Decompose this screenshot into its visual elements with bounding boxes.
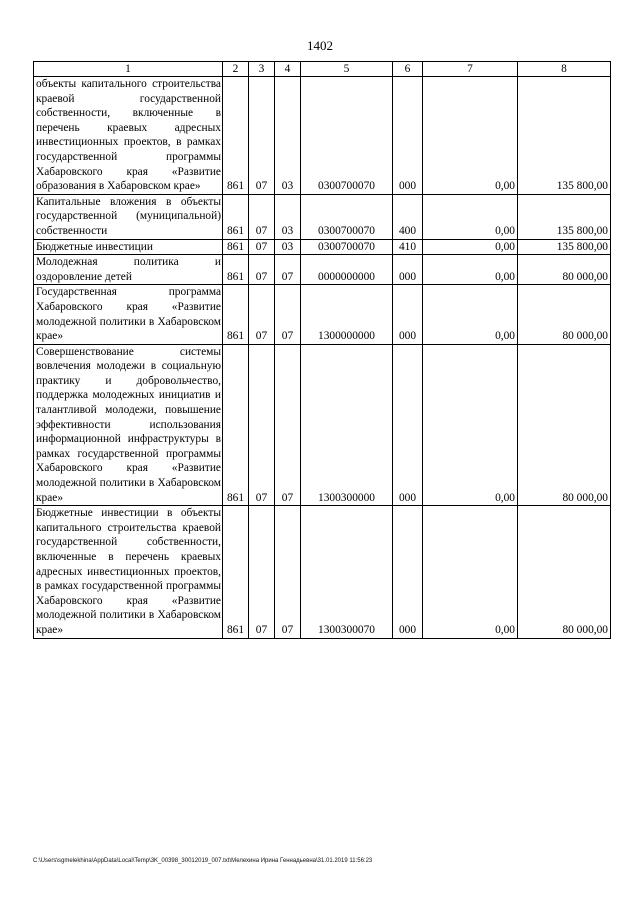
table-row <box>34 255 611 285</box>
row-name: Бюджетные инвестиции в объекты капитального строительства краевой государственной собственности, включенные в перечень краевых адресных инвестиционных проектов, в рамках государственной программы Хабаровского края «Развитие молодежной политики в Хабаровском крае» <box>34 506 223 638</box>
row-code-expense-type: 000 <box>393 506 423 638</box>
row-amount-7: 0,00 <box>423 344 518 506</box>
page-number-text: 1402 <box>307 38 333 53</box>
column-header-3: 3 <box>249 62 275 77</box>
table-row <box>34 239 611 255</box>
row-code-section: 07 <box>249 344 275 506</box>
row-amount-7: 0,00 <box>423 194 518 239</box>
document-footer-path: C:\Users\sgmelekhina\AppData\Local\Temp\3K_00398_30012019_007.txt\Мелехина Ирина Геннадьевна\31.01.2019 11:56:23 <box>33 858 373 864</box>
row-code-section: 07 <box>249 285 275 344</box>
row-code-target: 0300700070 <box>301 194 393 239</box>
row-amount-8: 80 000,00 <box>518 285 611 344</box>
table-header-row <box>34 62 611 77</box>
column-header-6: 6 <box>393 62 423 77</box>
row-name: Совершенствование системы вовлечения молодежи в социальную практику и добровольчество, поддержка молодежных инициатив и талантливой молодежи, повышение эффективности использования информационной инфраструктуры в рамках государственной программы Хабаровского края «Развитие молодежной политики в Хабаровском крае» <box>34 344 223 506</box>
table-row <box>34 194 611 239</box>
row-code-expense-type: 000 <box>393 255 423 285</box>
row-code-section: 07 <box>249 77 275 195</box>
row-code-subsection: 07 <box>275 255 301 285</box>
row-code-subsection: 07 <box>275 344 301 506</box>
row-name: Бюджетные инвестиции <box>34 239 223 255</box>
row-amount-7: 0,00 <box>423 285 518 344</box>
table-row <box>34 506 611 638</box>
row-amount-7: 0,00 <box>423 506 518 638</box>
row-code-expense-type: 000 <box>393 285 423 344</box>
row-code-ministry: 861 <box>223 194 249 239</box>
row-name: Государственная программа Хабаровского края «Развитие молодежной политики в Хабаровском крае» <box>34 285 223 344</box>
row-code-target: 1300000000 <box>301 285 393 344</box>
row-code-section: 07 <box>249 194 275 239</box>
table-row <box>34 344 611 506</box>
column-header-8: 8 <box>518 62 611 77</box>
column-header-7: 7 <box>423 62 518 77</box>
column-header-1: 1 <box>34 62 223 77</box>
row-name: Молодежная политика и оздоровление детей <box>34 255 223 285</box>
table-row <box>34 77 611 195</box>
row-amount-8: 135 800,00 <box>518 77 611 195</box>
budget-table <box>33 61 611 639</box>
row-code-expense-type: 400 <box>393 194 423 239</box>
row-name: объекты капитального строительства краевой государственной собственности, включенные в перечень краевых адресных инвестиционных проектов, в рамках государственной программы Хабаровского края «Развитие образования в Хабаровском крае» <box>34 77 223 195</box>
row-code-expense-type: 000 <box>393 77 423 195</box>
row-amount-8: 80 000,00 <box>518 506 611 638</box>
row-code-target: 0300700070 <box>301 77 393 195</box>
row-code-subsection: 07 <box>275 506 301 638</box>
row-amount-8: 80 000,00 <box>518 344 611 506</box>
row-code-ministry: 861 <box>223 506 249 638</box>
row-amount-7: 0,00 <box>423 77 518 195</box>
row-code-subsection: 03 <box>275 239 301 255</box>
row-amount-8: 80 000,00 <box>518 255 611 285</box>
column-header-2: 2 <box>223 62 249 77</box>
row-code-expense-type: 000 <box>393 344 423 506</box>
row-amount-7: 0,00 <box>423 255 518 285</box>
column-header-4: 4 <box>275 62 301 77</box>
row-code-ministry: 861 <box>223 239 249 255</box>
row-code-target: 0000000000 <box>301 255 393 285</box>
row-code-section: 07 <box>249 506 275 638</box>
row-amount-8: 135 800,00 <box>518 239 611 255</box>
row-code-target: 1300300070 <box>301 506 393 638</box>
table-row <box>34 285 611 344</box>
row-amount-7: 0,00 <box>423 239 518 255</box>
row-code-ministry: 861 <box>223 77 249 195</box>
row-code-ministry: 861 <box>223 285 249 344</box>
row-amount-8: 135 800,00 <box>518 194 611 239</box>
row-code-subsection: 07 <box>275 285 301 344</box>
row-code-section: 07 <box>249 255 275 285</box>
column-header-5: 5 <box>301 62 393 77</box>
row-code-ministry: 861 <box>223 255 249 285</box>
row-code-target: 0300700070 <box>301 239 393 255</box>
row-name: Капитальные вложения в объекты государственной (муниципальной) собственности <box>34 194 223 239</box>
row-code-subsection: 03 <box>275 77 301 195</box>
page-number <box>0 38 640 54</box>
row-code-expense-type: 410 <box>393 239 423 255</box>
row-code-section: 07 <box>249 239 275 255</box>
row-code-ministry: 861 <box>223 344 249 506</box>
row-code-target: 1300300000 <box>301 344 393 506</box>
row-code-subsection: 03 <box>275 194 301 239</box>
